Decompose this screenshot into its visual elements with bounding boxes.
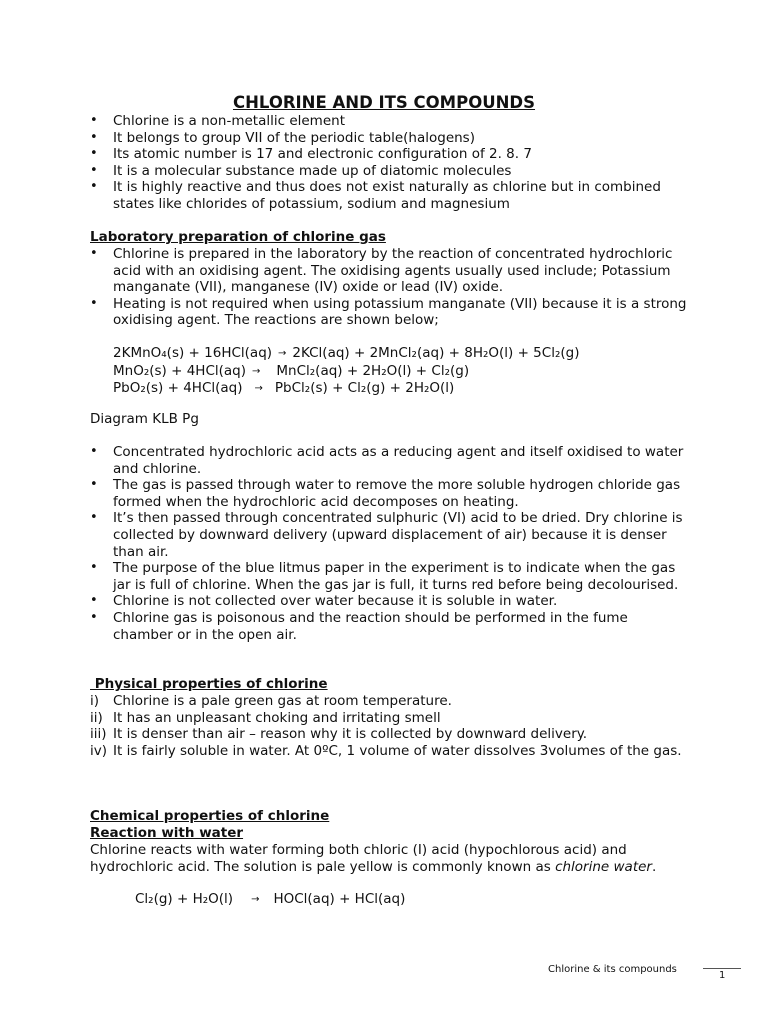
arrow-icon: →: [252, 365, 261, 377]
equation: [113, 345, 713, 363]
list-item: [90, 743, 690, 760]
list-item: • The purpose of the blue litmus paper in the experiment is to indicate when the gas jar is full of chlorine. When the gas jar is full, it turns red before being decolourised.: [90, 560, 690, 593]
list-item: [90, 726, 690, 743]
equation-reactants: 2KMnO₄(s) + 16HCl(aq): [113, 345, 273, 361]
diagram-reference: Diagram KLB Pg: [90, 411, 199, 427]
list-item: • Chlorine is prepared in the laboratory by the reaction of concentrated hydrochloric acid with an oxidising agent. The oxidising agents usually used include; Potassium manganate (VII), manganese (IV) oxide or lead (IV) oxide.: [90, 246, 690, 296]
list-item: • It is highly reactive and thus does not exist naturally as chlorine but in combined states like chlorides of potassium, sodium and magnesium: [90, 179, 690, 212]
equation-block: [113, 345, 713, 398]
subheading-reaction-with-water: Reaction with water: [90, 825, 244, 841]
list-item: • Concentrated hydrochloric acid acts as a reducing agent and itself oxidised to water and chlorine.: [90, 444, 690, 477]
list-item: • It’s then passed through concentrated sulphuric (VI) acid to be dried. Dry chlorine is collected by downward delivery (upward displacement of air) because it is denser than air.: [90, 510, 690, 560]
list-item: • It is a molecular substance made up of diatomic molecules: [90, 163, 690, 180]
list-item: • Its atomic number is 17 and electronic configuration of 2. 8. 7: [90, 146, 690, 163]
section-heading-physical: Physical properties of chlorine: [90, 676, 328, 692]
list-item-number: iii): [90, 726, 107, 743]
list-item: • The gas is passed through water to remove the more soluble hydrogen chloride gas formed when the hydrochloric acid decomposes on heating.: [90, 477, 690, 510]
arrow-icon: →: [254, 383, 263, 395]
list-item-number: ii): [90, 709, 103, 726]
arrow-icon: →: [251, 894, 260, 905]
equation-reactants: MnO₂(s) + 4HCl(aq): [113, 362, 246, 379]
section-heading-lab-prep: Laboratory preparation of chlorine gas: [90, 229, 386, 245]
equation-reactants: PbO₂(s) + 4HCl(aq): [113, 380, 243, 397]
lab-notes-bullet-list: [90, 444, 690, 643]
paragraph-end: .: [651, 858, 657, 875]
list-item: • Chlorine gas is poisonous and the reaction should be performed in the fume chamber or in the open air.: [90, 610, 690, 643]
equation-products: 2KCl(aq) + 2MnCl₂(aq) + 8H₂O(l) + 5Cl₂(g): [292, 345, 580, 361]
footer-divider: [703, 968, 741, 969]
equation: [113, 363, 713, 381]
list-item: [90, 710, 690, 727]
equation-reactants: Cl₂(g) + H₂O(l): [135, 891, 234, 907]
list-item: • It belongs to group VII of the periodic table(halogens): [90, 130, 690, 147]
list-item-text: It has an unpleasant choking and irritating smell: [113, 709, 441, 726]
list-item-text: It is fairly soluble in water. At 0ºC, 1 volume of water dissolves 3volumes of the gas.: [113, 742, 682, 759]
list-item: • Heating is not required when using potassium manganate (VII) because it is a strong oxidising agent. The reactions are shown below;: [90, 296, 690, 329]
list-item-text: Chlorine is a pale green gas at room temperature.: [113, 693, 452, 709]
list-item: • Chlorine is a non-metallic element: [90, 113, 690, 130]
equation-products: MnCl₂(aq) + 2H₂O(l) + Cl₂(g): [276, 362, 470, 379]
intro-bullet-list: [90, 113, 690, 213]
emphasis-term: chlorine water: [555, 858, 652, 875]
list-item: • Chlorine is not collected over water because it is soluble in water.: [90, 593, 690, 610]
page-number: 1: [719, 970, 726, 981]
physical-properties-list: [90, 693, 690, 759]
page-title: CHLORINE AND ITS COMPOUNDS: [232, 93, 536, 112]
equation-products: HOCl(aq) + HCl(aq): [273, 891, 406, 907]
water-equation: [135, 891, 735, 909]
arrow-icon: →: [278, 348, 287, 359]
section-heading-chemical: Chemical properties of chlorine: [90, 808, 330, 824]
list-item: [90, 693, 690, 710]
paragraph-text: Chlorine reacts with water forming both chloric (I) acid (hypochlorous acid) and hydrochloric acid. The solution is pale yellow is commonly known as: [90, 842, 627, 875]
list-item-text: It is denser than air – reason why it is collected by downward delivery.: [113, 726, 588, 743]
equation-products: PbCl₂(s) + Cl₂(g) + 2H₂O(l): [274, 380, 455, 397]
footer-title: Chlorine & its compounds: [548, 964, 677, 975]
chemical-paragraph: [90, 842, 690, 875]
lab-prep-bullet-list: [90, 246, 690, 329]
list-item-number: iv): [90, 742, 108, 759]
equation: [113, 380, 713, 398]
list-item-number: i): [90, 693, 100, 709]
